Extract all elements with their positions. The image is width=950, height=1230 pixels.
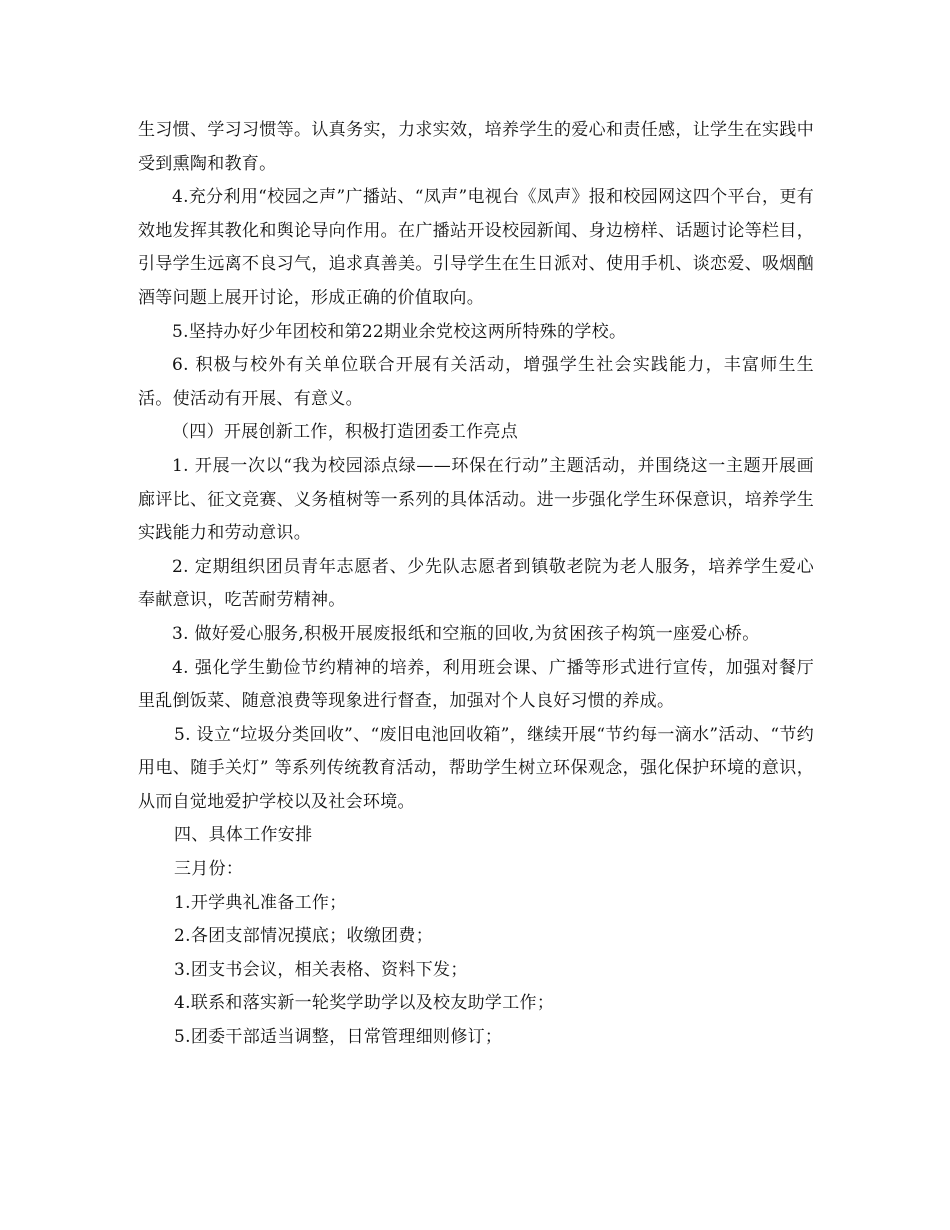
paragraph-innovation-item-1: 1. 开展一次以“我为校园添点绿——环保在行动”主题活动，并围绕这一主题开展画廊评比、征文竞赛、义务植树等一系列的具体活动。进一步强化学生环保意识，培养学生实践能力和劳动意识。 xyxy=(138,455,814,544)
paragraph-continuation: 生习惯、学习习惯等。认真务实，力求实效，培养学生的爱心和责任感，让学生在实践中受到熏陶和教育。 xyxy=(138,120,814,174)
section-heading-innovation: （四）开展创新工作，积极打造团委工作亮点 xyxy=(172,422,518,443)
month-heading-march: 三月份： xyxy=(174,859,244,880)
section-heading-schedule: 四、具体工作安排 xyxy=(174,825,313,846)
paragraph-item-4-platforms: 4.充分利用“校园之声”广播站、“凤声”电视台《凤声》报和校园网这四个平台，更有效地发挥其教化和舆论导向作用。在广播站开设校园新闻、身边榜样、话题讨论等栏目，引导学生远离不良习气，追求真善美。引导学生在生日派对、使用手机、谈恋爱、吸烟酗酒等问题上展开讨论，形成正确的价值取向。 xyxy=(138,187,814,308)
march-task-1: 1.开学典礼准备工作； xyxy=(174,892,347,913)
march-task-4: 4.联系和落实新一轮奖学助学以及校友助学工作； xyxy=(174,993,555,1014)
document-body xyxy=(138,114,814,1055)
march-task-3: 3.团支书会议，相关表格、资料下发； xyxy=(174,959,468,980)
march-task-5: 5.团委干部适当调整，日常管理细则修订； xyxy=(174,1027,503,1048)
march-task-2: 2.各团支部情况摸底；收缴团费； xyxy=(174,926,434,947)
paragraph-innovation-item-3: 3. 做好爱心服务,积极开展废报纸和空瓶的回收,为贫困孩子构筑一座爱心桥。 xyxy=(172,623,760,644)
paragraph-item-6-activities: 6. 积极与校外有关单位联合开展有关活动，增强学生社会实践能力，丰富师生生活。使活动有开展、有意义。 xyxy=(138,355,814,409)
paragraph-innovation-item-4: 4. 强化学生勤俭节约精神的培养，利用班会课、广播等形式进行宣传，加强对餐厅里乱倒饭菜、随意浪费等现象进行督查，加强对个人良好习惯的养成。 xyxy=(138,657,814,712)
paragraph-innovation-item-2: 2. 定期组织团员青年志愿者、少先队志愿者到镇敬老院为老人服务，培养学生爱心奉献意识，吃苦耐劳精神。 xyxy=(138,556,814,611)
paragraph-innovation-item-5: 5. 设立“垃圾分类回收”、“废旧电池回收箱”，继续开展“节约每一滴水”活动、“节约用电、随手关灯” 等系列传统教育活动，帮助学生树立环保观念，强化保护环境的意识，从而自觉地爱护学校以及社会环境。 xyxy=(138,724,814,812)
paragraph-item-5-schools: 5.坚持办好少年团校和第22期业余党校这两所特殊的学校。 xyxy=(172,321,627,342)
